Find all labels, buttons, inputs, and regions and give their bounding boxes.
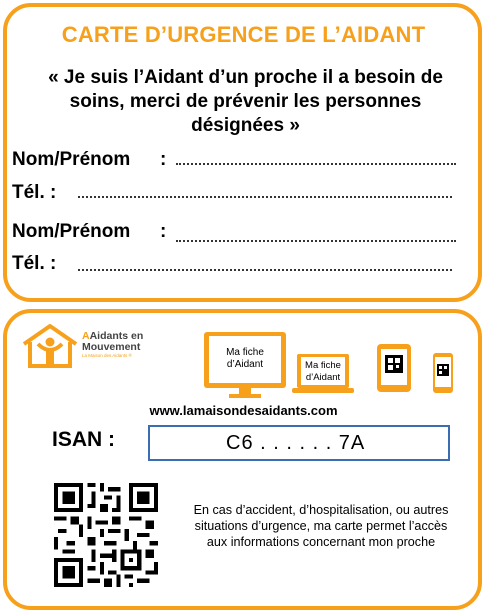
contact-1-name-label: Nom/Prénom [12, 149, 131, 170]
contact-2-phone-label: Tél. : [12, 253, 57, 274]
brand-line1-initial: A [82, 330, 90, 342]
contact-1-name-colon: : [160, 149, 167, 170]
laptop-label: Ma fiche d’Aidant [305, 360, 341, 383]
contact-2-name-colon: : [160, 221, 167, 242]
contact-2-phone-field[interactable] [78, 269, 452, 271]
contact-1-name-field[interactable] [176, 163, 456, 165]
isan-value-field[interactable]: C6 . . . . . . 7A [148, 425, 450, 461]
brand-tagline: La Maison des Aidants ® [82, 353, 132, 358]
monitor-label: Ma fiche d’Aidant [226, 347, 264, 370]
contact-1-phone-field[interactable] [78, 196, 452, 198]
info-text: En cas d’accident, d’hospitalisation, ou autres situations d’urgence, ma carte permet l’accès aux informations concernant mon proche [193, 503, 449, 549]
house-logo-icon [20, 322, 80, 368]
phone-icon [432, 352, 454, 394]
card-title: CARTE D’URGENCE DE L’AIDANT [61, 22, 426, 47]
card-quote: « Je suis l’Aidant d’un proche il a besoin de soins, merci de prévenir les personnes désignées » [48, 67, 443, 136]
website-link[interactable]: www.lamaisondesaidants.com [149, 403, 338, 418]
contact-1-phone-label: Tél. : [12, 182, 57, 203]
brand-line2: Mouvement [82, 341, 141, 353]
brand-line1: Aidants en [89, 330, 144, 342]
tablet-icon [376, 343, 412, 393]
contact-2-name-field[interactable] [176, 240, 456, 242]
brand-name [82, 331, 143, 353]
qr-code-icon [54, 483, 158, 587]
contact-2-name-label: Nom/Prénom [12, 221, 131, 242]
isan-label: ISAN : [52, 428, 115, 451]
